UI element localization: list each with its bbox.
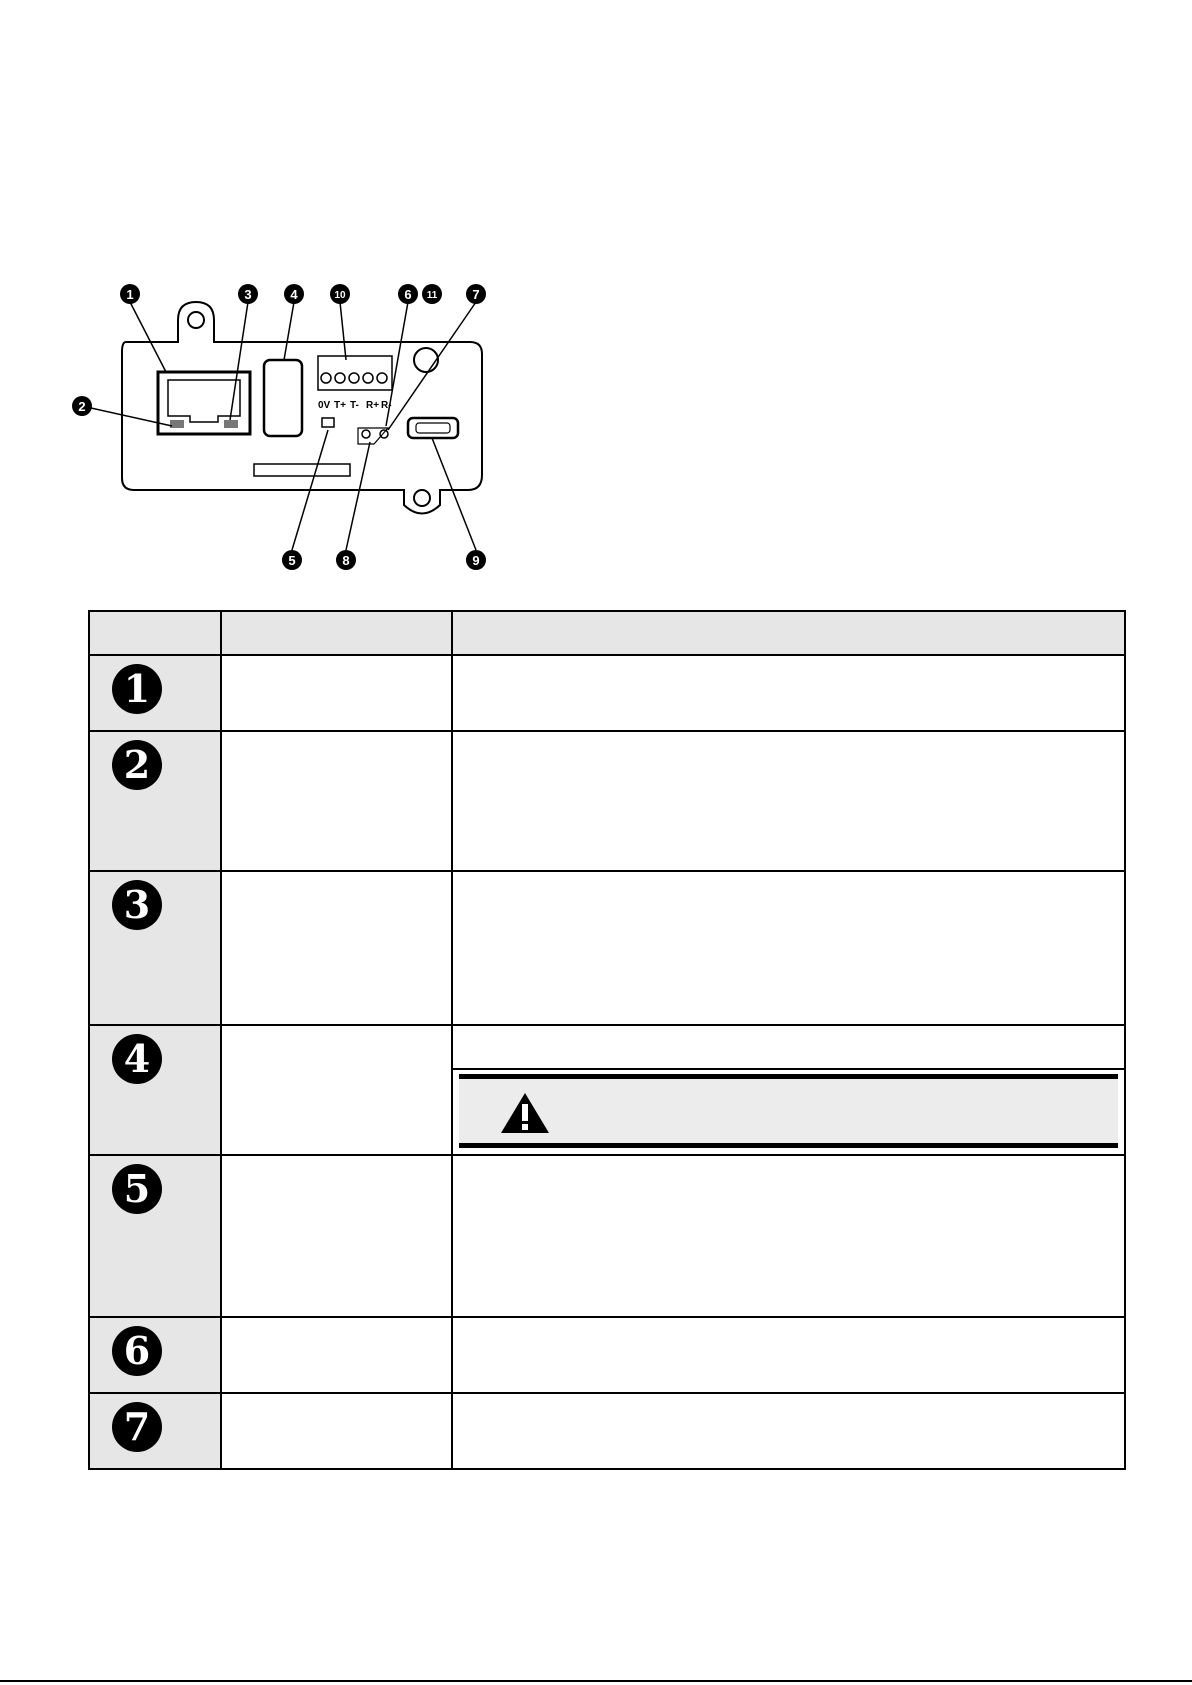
terminal-label-r-minus: R-: [381, 400, 392, 411]
description-cell: [452, 1155, 1125, 1317]
callout-9: [466, 550, 486, 570]
item-cell: [221, 1155, 452, 1317]
description-cell: [452, 655, 1125, 731]
header-cell-description: [452, 611, 1125, 655]
led-link: [170, 420, 184, 428]
number-cell: [89, 1155, 221, 1317]
row-number-badge: 5: [112, 1164, 162, 1214]
callout-1: [120, 284, 140, 304]
status-led-b: [380, 430, 388, 438]
number-cell: [89, 731, 221, 871]
usb-slot: [264, 360, 302, 436]
page-bottom-rule: [0, 1680, 1192, 1682]
table-row: [89, 1393, 1125, 1469]
row-number-badge: 6: [112, 1326, 162, 1376]
callout-label-1: 1: [126, 287, 134, 302]
callout-7: [466, 284, 486, 304]
table-header-row: [89, 611, 1125, 655]
callout-label-4: 4: [290, 287, 298, 302]
header-cell-item: [221, 611, 452, 655]
device-diagram-svg: [70, 280, 540, 580]
callout-8: [336, 550, 356, 570]
item-cell: [221, 1393, 452, 1469]
reset-button: [414, 348, 438, 372]
callout-label-7: 7: [472, 287, 480, 302]
callout-label-11: 11: [426, 290, 438, 301]
callout-2: [72, 396, 92, 416]
callout-label-5: 5: [288, 553, 296, 568]
callout-label-10: 10: [334, 290, 346, 301]
card-slot: [254, 464, 350, 476]
terminal-label-r-plus: R+: [366, 400, 380, 411]
item-cell: [221, 1317, 452, 1393]
item-cell: [221, 731, 452, 871]
description-cell: [452, 1317, 1125, 1393]
terminal-label-t-minus: T-: [350, 400, 359, 411]
item-cell: [221, 655, 452, 731]
table-row: [89, 1025, 1125, 1069]
component-table: [88, 610, 1126, 1470]
number-cell: [89, 1393, 221, 1469]
row-number-badge: 7: [112, 1402, 162, 1452]
number-cell: [89, 655, 221, 731]
number-cell: [89, 1317, 221, 1393]
item-cell: [221, 871, 452, 1025]
callout-3: [238, 284, 258, 304]
description-cell: [452, 871, 1125, 1025]
description-cell: [452, 1025, 1125, 1069]
table-row: [89, 1317, 1125, 1393]
description-cell: [452, 1393, 1125, 1469]
warning-cell: [452, 1069, 1125, 1155]
warning-box: [459, 1074, 1118, 1148]
row-number-badge: 1: [112, 664, 162, 714]
led-activity: [224, 420, 238, 428]
callout-10: [330, 284, 350, 304]
row-number-badge: 3: [112, 880, 162, 930]
callout-4: [284, 284, 304, 304]
mount-hole-bottom: [414, 490, 430, 506]
callout-6: [398, 284, 418, 304]
callout-label-2: 2: [78, 399, 86, 414]
table-row: [89, 655, 1125, 731]
terminal-label-t-plus: T+: [334, 400, 346, 411]
number-cell: [89, 1025, 221, 1155]
table-row: [89, 731, 1125, 871]
callout-5: [282, 550, 302, 570]
table-row: [89, 1155, 1125, 1317]
status-led-a: [362, 430, 370, 438]
table-row: [89, 871, 1125, 1025]
row-number-badge: 2: [112, 740, 162, 790]
header-cell-number: [89, 611, 221, 655]
warning-triangle-icon: [499, 1091, 551, 1135]
description-cell: [452, 731, 1125, 871]
terminal-label-0v: 0V: [318, 400, 331, 411]
item-cell: [221, 1025, 452, 1155]
callout-label-6: 6: [404, 287, 412, 302]
device-diagram: [70, 280, 540, 580]
callout-label-9: 9: [472, 553, 480, 568]
dip-switch: [322, 418, 334, 427]
row-number-badge: 4: [112, 1034, 162, 1084]
callout-label-8: 8: [342, 553, 350, 568]
number-cell: [89, 871, 221, 1025]
mount-hole-top: [188, 312, 204, 328]
callout-11: [422, 284, 442, 304]
callout-label-3: 3: [244, 287, 252, 302]
